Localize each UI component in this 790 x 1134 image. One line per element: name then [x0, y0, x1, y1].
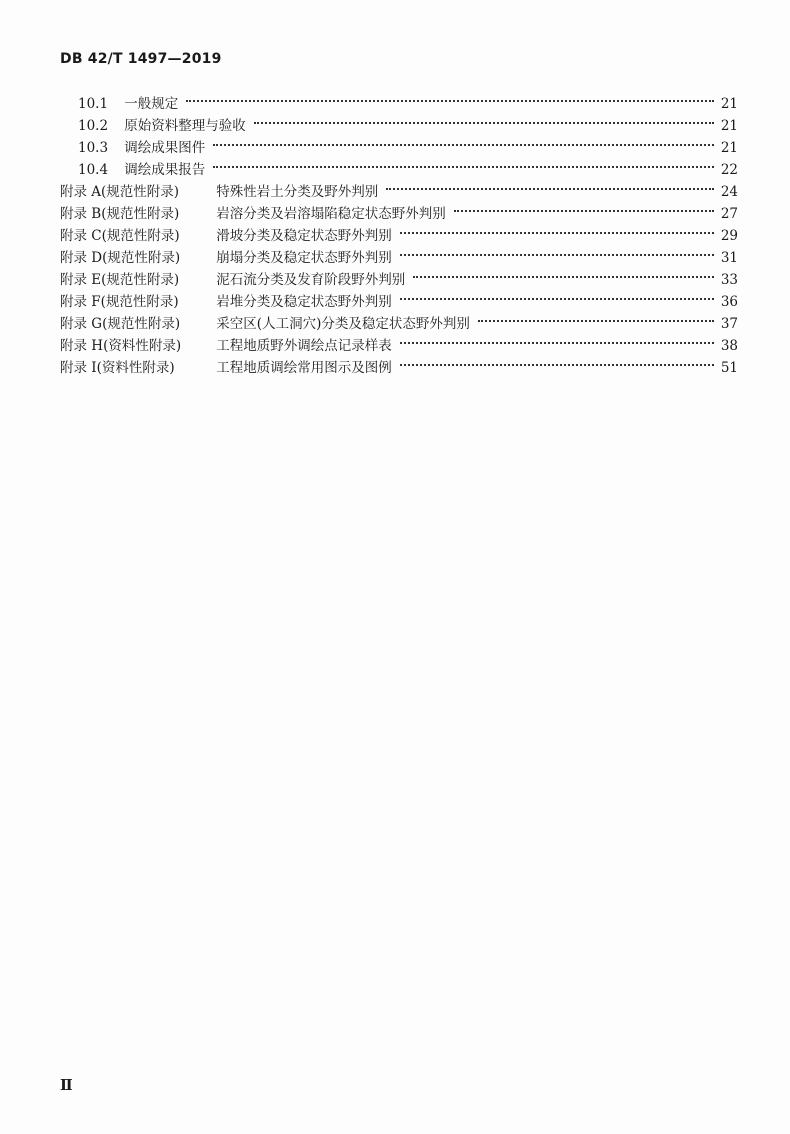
toc-entry-number: 附录 B(规范性附录) — [60, 206, 180, 222]
toc-entry[interactable] — [78, 108, 738, 134]
toc-entry-page: 29 — [720, 228, 738, 244]
page-number: Ⅱ — [60, 1076, 73, 1094]
toc-entry[interactable] — [60, 350, 738, 376]
toc-entry-page: 36 — [720, 294, 738, 310]
toc-entry-page: 21 — [720, 96, 738, 112]
toc-entry-number: 附录 A(规范性附录) — [60, 184, 180, 200]
toc-entry-title: 岩堆分类及稳定状态野外判别 — [216, 294, 392, 310]
dot-leader — [400, 328, 714, 350]
toc-entry-number: 附录 I(资料性附录) — [60, 360, 175, 376]
toc-entry[interactable] — [60, 306, 738, 332]
toc-entry[interactable] — [60, 218, 738, 244]
toc-entry-number: 10.1 — [78, 96, 109, 112]
toc-entry-page: 38 — [720, 338, 738, 354]
toc-entry-page: 37 — [720, 316, 738, 332]
toc-entry-title: 工程地质野外调绘点记录样表 — [216, 338, 392, 354]
toc-entry-number: 10.3 — [78, 140, 109, 156]
toc-entry-page: 31 — [720, 250, 738, 266]
toc-entry-number: 附录 G(规范性附录) — [60, 316, 181, 332]
dot-leader — [400, 218, 714, 240]
dot-leader — [254, 108, 714, 130]
toc-entry[interactable] — [60, 284, 738, 310]
toc-entry-number: 附录 C(规范性附录) — [60, 228, 180, 244]
dot-leader — [478, 306, 714, 328]
toc-entry-title: 工程地质调绘常用图示及图例 — [216, 360, 392, 376]
toc-entry-number: 10.2 — [78, 118, 109, 134]
toc-entry-number: 10.4 — [78, 162, 109, 178]
dot-leader — [454, 196, 714, 218]
toc-entry[interactable] — [78, 130, 738, 156]
toc-entry[interactable] — [60, 328, 738, 354]
toc-entry-title: 岩溶分类及岩溶塌陷稳定状态野外判别 — [216, 206, 446, 222]
toc-entry-page: 21 — [720, 118, 738, 134]
dot-leader — [400, 240, 714, 262]
toc-entry-number: 附录 D(规范性附录) — [60, 250, 181, 266]
toc-entry-title: 原始资料整理与验收 — [124, 118, 246, 134]
dot-leader — [400, 350, 714, 372]
toc-entry[interactable] — [60, 174, 738, 200]
toc-entry-title: 特殊性岩土分类及野外判别 — [216, 184, 379, 200]
toc-entry[interactable] — [78, 86, 738, 112]
toc-entry[interactable] — [60, 262, 738, 288]
dot-leader — [186, 86, 714, 108]
standard-code-header: DB 42/T 1497—2019 — [60, 51, 222, 67]
toc-entry-page: 21 — [720, 140, 738, 156]
toc-entry-number: 附录 E(规范性附录) — [60, 272, 180, 288]
dot-leader — [400, 284, 714, 306]
toc-entry-number: 附录 F(规范性附录) — [60, 294, 179, 310]
toc-entry-page: 51 — [720, 360, 738, 376]
toc-entry-title: 采空区(人工洞穴)分类及稳定状态野外判别 — [216, 316, 470, 332]
toc-entry[interactable] — [60, 240, 738, 266]
toc-entry-page: 24 — [720, 184, 738, 200]
toc-entry[interactable] — [78, 152, 738, 178]
toc-entry-title: 调绘成果图件 — [124, 140, 206, 156]
toc-entry-page: 33 — [720, 272, 738, 288]
toc-entry-page: 22 — [720, 162, 738, 178]
dot-leader — [386, 174, 714, 196]
dot-leader — [213, 130, 714, 152]
toc-entry-title: 调绘成果报告 — [124, 162, 206, 178]
toc-entry-title: 崩塌分类及稳定状态野外判别 — [216, 250, 392, 266]
toc-entry-number: 附录 H(资料性附录) — [60, 338, 182, 354]
dot-leader — [213, 152, 714, 174]
toc-entry-title: 泥石流分类及发育阶段野外判别 — [216, 272, 406, 288]
toc-entry-title: 滑坡分类及稳定状态野外判别 — [216, 228, 392, 244]
toc-entry-page: 27 — [720, 206, 738, 222]
dot-leader — [413, 262, 714, 284]
toc-entry-title: 一般规定 — [124, 96, 179, 112]
toc-entry[interactable] — [60, 196, 738, 222]
